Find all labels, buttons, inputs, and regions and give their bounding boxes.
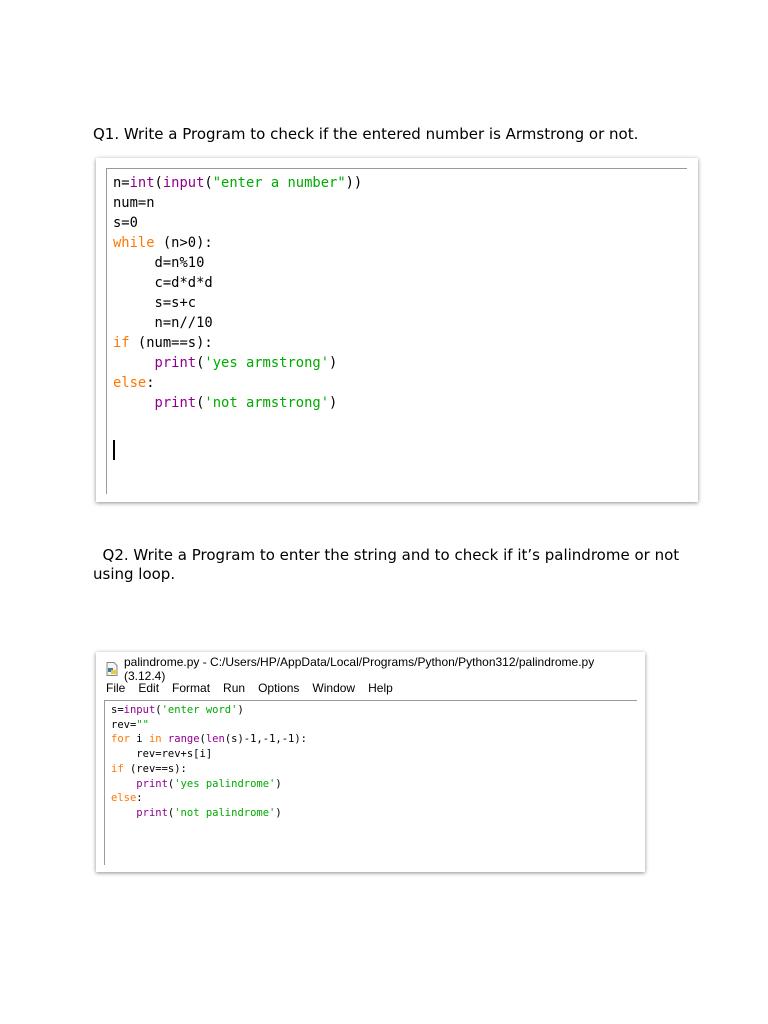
code-token: (rev==s): <box>123 762 187 775</box>
code-editor-palindrome[interactable] <box>104 700 637 865</box>
menu-help[interactable]: Help <box>368 681 393 695</box>
code-token: ( <box>167 806 175 819</box>
code-keyword: if <box>113 335 130 351</box>
code-token <box>111 807 136 819</box>
code-token <box>113 355 155 371</box>
code-string: 'not palindrome' <box>174 806 276 819</box>
code-token: i <box>129 733 149 746</box>
code-string: "" <box>136 718 149 731</box>
question-1-text: Q1. Write a Program to check if the entered number is Armstrong or not. <box>93 125 639 143</box>
code-token: ) <box>237 704 244 716</box>
armstrong-code-block <box>113 173 362 413</box>
code-builtin: print <box>136 806 168 819</box>
menu-file[interactable]: File <box>106 681 126 695</box>
code-token: ) <box>275 777 282 790</box>
code-builtin: range <box>167 733 200 746</box>
code-line: d=n%10 <box>113 255 205 271</box>
code-token: rev= <box>111 718 137 731</box>
code-string: "enter a number" <box>212 175 346 191</box>
code-token: s= <box>111 704 124 716</box>
code-builtin: len <box>205 733 225 746</box>
code-token: ( <box>167 777 175 790</box>
code-keyword: in <box>148 733 162 746</box>
code-token: ( <box>155 704 162 716</box>
code-line: rev=rev+s[i] <box>111 748 213 761</box>
code-token <box>113 395 155 411</box>
code-token: : <box>136 792 143 805</box>
code-builtin: print <box>136 777 168 790</box>
code-token <box>111 778 136 790</box>
code-string: 'enter word' <box>161 704 238 716</box>
code-keyword: else <box>113 375 147 391</box>
code-builtin: input <box>162 175 205 191</box>
code-line: s=s+c <box>113 295 197 311</box>
code-keyword: for <box>111 733 130 746</box>
code-builtin: print <box>154 355 197 371</box>
menu-bar <box>106 681 406 699</box>
code-token: (n>0): <box>154 235 213 251</box>
code-builtin: input <box>123 704 156 716</box>
code-token: ) <box>329 355 338 371</box>
code-string: 'yes armstrong' <box>204 355 330 371</box>
code-string: 'yes palindrome' <box>174 777 276 790</box>
palindrome-code-block <box>111 703 307 821</box>
code-token: ( <box>154 175 163 191</box>
code-keyword: if <box>111 762 124 775</box>
python-file-icon <box>106 662 118 676</box>
code-keyword: else <box>111 792 137 805</box>
code-token: ( <box>196 395 205 411</box>
code-line: num=n <box>113 195 155 211</box>
idle-window-screenshot <box>96 652 645 872</box>
question-2-text: Q2. Write a Program to enter the string and to check if it’s palindrome or not using loop. <box>93 546 684 583</box>
menu-window[interactable]: Window <box>312 681 356 695</box>
code-token: : <box>146 375 155 391</box>
text-cursor <box>113 440 115 460</box>
code-token: (s)-1,-1,-1): <box>224 733 308 746</box>
window-title: palindrome.py - C:/Users/HP/AppData/Local/Programs/Python/Python312/palindrome.py (3.12.4) <box>124 655 595 683</box>
code-token: (num==s): <box>129 335 213 351</box>
menu-edit[interactable]: Edit <box>138 681 160 695</box>
menu-options[interactable]: Options <box>258 681 300 695</box>
code-line: n=n//10 <box>113 315 213 331</box>
window-title-bar <box>106 655 636 683</box>
code-token: ( <box>199 733 206 746</box>
code-line: s=0 <box>113 215 138 231</box>
code-editor-armstrong <box>106 168 687 494</box>
code-token: )) <box>345 175 363 191</box>
code-string: 'not armstrong' <box>204 395 330 411</box>
code-token: ( <box>204 175 213 191</box>
code-builtin: int <box>129 175 155 191</box>
code-builtin: print <box>154 395 197 411</box>
code-token: n= <box>113 175 130 191</box>
code-keyword: while <box>113 235 155 251</box>
armstrong-code-screenshot <box>96 158 698 502</box>
menu-run[interactable]: Run <box>223 681 246 695</box>
code-token: ) <box>275 806 282 819</box>
menu-format[interactable]: Format <box>172 681 211 695</box>
code-line: c=d*d*d <box>113 275 213 291</box>
code-token: ) <box>329 395 338 411</box>
code-token: ( <box>196 355 205 371</box>
